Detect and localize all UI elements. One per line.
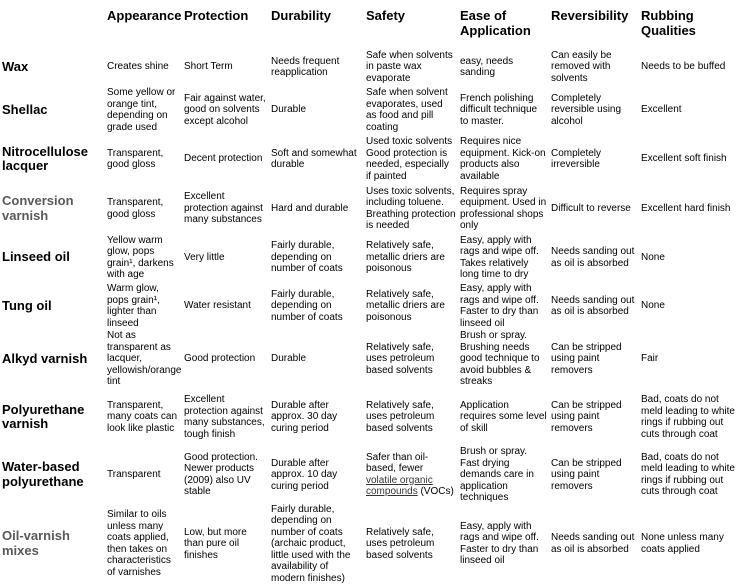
table-row <box>0 184 737 233</box>
row-header: Wax <box>0 48 105 86</box>
safety-text-suffix: (VOCs) <box>418 486 454 497</box>
table-cell: Fair <box>639 330 737 388</box>
table-cell: Water resistant <box>182 282 269 330</box>
table-cell: Fairly durable, depending on number of coats <box>269 233 364 282</box>
table-cell: Fairly durable, depending on number of coats (archaic product, little used with the availability of modern finishes) <box>269 504 364 584</box>
table-cell: Decent protection <box>182 134 269 184</box>
header-appearance: Appearance <box>105 0 182 48</box>
table-cell: Requires nice equipment. Kick-on products also available <box>458 134 549 184</box>
table-cell: Creates shine <box>105 48 182 86</box>
table-cell: Durable after approx. 10 day curing period <box>269 446 364 504</box>
table-row <box>0 134 737 184</box>
header-corner <box>0 0 105 48</box>
header-ease-of-application: Ease of Application <box>458 0 549 48</box>
row-header: Alkyd varnish <box>0 330 105 388</box>
table-cell: Can easily be removed with solvents <box>549 48 639 86</box>
table-cell: Transparent, good gloss <box>105 184 182 233</box>
table-cell: Needs frequent reapplication <box>269 48 364 86</box>
table-cell: Excellent protection against many substances <box>182 184 269 233</box>
table-cell: None unless many coats applied <box>639 504 737 584</box>
row-header: Oil-varnish mixes <box>0 504 105 584</box>
table-cell: Durable <box>269 330 364 388</box>
row-header: Linseed oil <box>0 233 105 282</box>
table-cell: Safe when solvent evaporates, used as food and pill coating <box>364 86 458 134</box>
table-cell: Needs sanding out as oil is absorbed <box>549 282 639 330</box>
table-cell: Can be stripped using paint removers <box>549 388 639 446</box>
table-cell: Good protection <box>182 330 269 388</box>
table-cell: Similar to oils unless many coats applied, then takes on characteristics of varnishes <box>105 504 182 584</box>
header-rubbing-qualities: Rubbing Qualities <box>639 0 737 48</box>
table-cell: Not as transparent as lacquer, yellowish/orange tint <box>105 330 182 388</box>
table-cell: Durable after approx. 30 day curing period <box>269 388 364 446</box>
table-cell: Bad, coats do not meld leading to white rings if rubbing out cuts through coat <box>639 446 737 504</box>
table-cell: None <box>639 233 737 282</box>
table-cell: Excellent hard finish <box>639 184 737 233</box>
table-row <box>0 282 737 330</box>
table-cell: Used toxic solvents Good protection is needed, especially if painted <box>364 134 458 184</box>
header-durability: Durability <box>269 0 364 48</box>
table-cell: Needs sanding out as oil is absorbed <box>549 233 639 282</box>
table-cell: Brush or spray. Fast drying demands care in application techniques <box>458 446 549 504</box>
table-cell: Needs sanding out as oil is absorbed <box>549 504 639 584</box>
table-cell: Durable <box>269 86 364 134</box>
table-cell: Can be stripped using paint removers <box>549 330 639 388</box>
header-protection: Protection <box>182 0 269 48</box>
table-cell: Relatively safe, metallic driers are poisonous <box>364 233 458 282</box>
row-header: Shellac <box>0 86 105 134</box>
table-cell: Easy, apply with rags and wipe off. Takes relatively long time to dry <box>458 233 549 282</box>
table-cell: Fair against water, good on solvents except alcohol <box>182 86 269 134</box>
table-cell: Uses toxic solvents, including toluene. Breathing protection is needed <box>364 184 458 233</box>
table-cell: Transparent <box>105 446 182 504</box>
table-cell: Fairly durable, depending on number of coats <box>269 282 364 330</box>
safety-text: Safer than oil-based, fewer <box>366 452 428 475</box>
table-cell: French polishing difficult technique to master. <box>458 86 549 134</box>
header-reversibility: Reversibility <box>549 0 639 48</box>
table-row <box>0 504 737 584</box>
table-row <box>0 330 737 388</box>
table-cell: Relatively safe, uses petroleum based solvents <box>364 330 458 388</box>
table-cell: Excellent <box>639 86 737 134</box>
table-cell: Completely irreversible <box>549 134 639 184</box>
table-cell: Requires spray equipment. Used in professional shops only <box>458 184 549 233</box>
table-row <box>0 388 737 446</box>
table-cell: Relatively safe, uses petroleum based solvents <box>364 504 458 584</box>
row-header: Nitrocellulose lacquer <box>0 134 105 184</box>
table-cell <box>364 446 458 504</box>
table-cell: Transparent, many coats can look like plastic <box>105 388 182 446</box>
table-cell: Warm glow, pops grain¹, lighter than linseed <box>105 282 182 330</box>
table-cell: Needs to be buffed <box>639 48 737 86</box>
table-cell: Easy, apply with rags and wipe off. Faster to dry than linseed oil <box>458 504 549 584</box>
table-cell: Bad, coats do not meld leading to white rings if rubbing out cuts through coat <box>639 388 737 446</box>
table-row <box>0 233 737 282</box>
row-header: Water-based polyurethane <box>0 446 105 504</box>
table-cell: Excellent protection against many substances, tough finish <box>182 388 269 446</box>
table-cell: Relatively safe, metallic driers are poisonous <box>364 282 458 330</box>
row-header: Polyurethane varnish <box>0 388 105 446</box>
table-cell: Some yellow or orange tint, depending on grade used <box>105 86 182 134</box>
header-safety: Safety <box>364 0 458 48</box>
table-cell: Transparent, good gloss <box>105 134 182 184</box>
table-cell: Short Term <box>182 48 269 86</box>
table-row <box>0 86 737 134</box>
voc-link[interactable]: volatile organic compounds <box>366 475 433 498</box>
table-cell: easy, needs sanding <box>458 48 549 86</box>
table-cell: Safe when solvents in paste wax evaporate <box>364 48 458 86</box>
table-cell: Good protection. Newer products (2009) also UV stable <box>182 446 269 504</box>
table-cell: Difficult to reverse <box>549 184 639 233</box>
table-cell: Relatively safe, uses petroleum based solvents <box>364 388 458 446</box>
table-cell: Application requires some level of skill <box>458 388 549 446</box>
table-cell: Easy, apply with rags and wipe off. Faster to dry than linseed oil <box>458 282 549 330</box>
table-cell: Can be stripped using paint removers <box>549 446 639 504</box>
table-row <box>0 446 737 504</box>
table-cell: Yellow warm glow, pops grain¹, darkens with age <box>105 233 182 282</box>
table-cell: Very little <box>182 233 269 282</box>
table-cell: Completely reversible using alcohol <box>549 86 639 134</box>
table-cell: Soft and somewhat durable <box>269 134 364 184</box>
table-cell: None <box>639 282 737 330</box>
table-cell: Excellent soft finish <box>639 134 737 184</box>
row-header: Conversion varnish <box>0 184 105 233</box>
header-row <box>0 0 737 48</box>
table-cell: Low, but more than pure oil finishes <box>182 504 269 584</box>
table-row <box>0 48 737 86</box>
row-header: Tung oil <box>0 282 105 330</box>
table-cell: Hard and durable <box>269 184 364 233</box>
table-cell: Brush or spray. Brushing needs good technique to avoid bubbles & streaks <box>458 330 549 388</box>
